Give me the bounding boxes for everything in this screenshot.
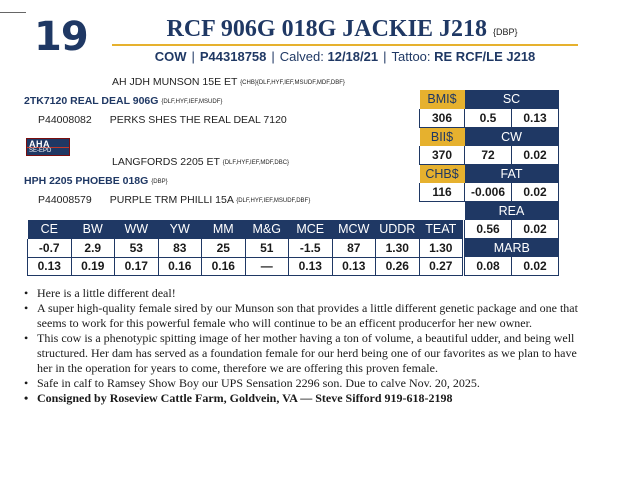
epd-value-mg: 51 <box>245 239 289 258</box>
epd-header-mm: MM <box>202 220 246 239</box>
pedigree-sire-dam <box>38 114 287 126</box>
epd-accuracy-yw: 0.16 <box>158 257 202 276</box>
epd-accuracy-mce: 0.13 <box>289 257 333 276</box>
pedigree-dam-sire <box>112 156 289 168</box>
epd-value-mm: 25 <box>202 239 246 258</box>
dam-name: HPH 2205 PHOEBE 018G <box>24 175 149 187</box>
fat-label: FAT <box>465 164 559 183</box>
epd-value-bw: 2.9 <box>71 239 115 258</box>
bii-value: 370 <box>420 146 465 165</box>
calved-date: 12/18/21 <box>327 49 379 64</box>
sire-codes: {DLF,HYF,IEF,MSUDF} <box>161 99 223 105</box>
subtitle: COW | P44318758 | Calved: 12/18/21 | Tattoo: RE RCF/LE J218 <box>154 49 536 64</box>
rea-accuracy: 0.02 <box>512 220 559 239</box>
note-item: • A super high-quality female sired by our Munson son that provides a little different genetic package and one that seems to work for this powerful female who will continue to be an efficent producerfor her new owner. <box>22 301 582 331</box>
sex: COW <box>154 49 187 64</box>
epd-accuracy-mg: — <box>245 257 289 276</box>
bmi-value: 306 <box>420 109 465 128</box>
epd-value-teat: 1.30 <box>419 239 463 258</box>
cw-accuracy: 0.02 <box>512 146 559 165</box>
dam-sire-name: LANGFORDS 2205 ET <box>112 156 220 168</box>
epd-header-ww: WW <box>115 220 159 239</box>
fat-value: -0.006 <box>465 183 512 202</box>
lot-number: 19 <box>34 14 88 60</box>
animal-name: RCF 906G 018G JACKIE J218 <box>166 16 487 42</box>
epd-value-ce: -0.7 <box>28 239 72 258</box>
rea-label: REA <box>465 201 559 220</box>
epd-value-yw: 83 <box>158 239 202 258</box>
epd-header-teat: TEAT <box>419 220 463 239</box>
epd-table <box>27 220 463 276</box>
pedigree-sire-sire <box>112 76 345 88</box>
sire-sire-name: AH JDH MUNSON 15E ET <box>112 76 238 88</box>
epd-value-ww: 53 <box>115 239 159 258</box>
bii-label: BII$ <box>420 127 465 146</box>
bmi-label: BMI$ <box>420 90 465 109</box>
epd-header-uddr: UDDR <box>376 220 420 239</box>
note-item: • Here is a little different deal! <box>22 286 582 301</box>
epd-accuracy-teat: 0.27 <box>419 257 463 276</box>
sc-accuracy: 0.13 <box>512 109 559 128</box>
epd-header-mcw: MCW <box>332 220 376 239</box>
aha-se-epd-logo: AHA SE-EPD <box>26 138 70 156</box>
tattoo: RE RCF/LE J218 <box>434 49 536 64</box>
epd-accuracy-ww: 0.17 <box>115 257 159 276</box>
chb-label: CHB$ <box>420 164 465 183</box>
sire-sire-codes: {CHB}{DLF,HYF,IEF,MSUDF,MDF,DBF} <box>240 80 345 86</box>
epd-accuracy-ce: 0.13 <box>28 257 72 276</box>
epd-header-mg: M&G <box>245 220 289 239</box>
dam-codes: {DBP} <box>151 179 168 185</box>
registration-number: P44318758 <box>199 49 267 64</box>
fat-accuracy: 0.02 <box>512 183 559 202</box>
sc-label: SC <box>465 90 559 109</box>
epd-value-mce: -1.5 <box>289 239 333 258</box>
epd-header-yw: YW <box>158 220 202 239</box>
cw-label: CW <box>465 127 559 146</box>
dam-sire-codes: {DLF,HYF,IEF,MDF,DBC} <box>222 160 290 166</box>
pedigree-dam-dam <box>38 194 310 206</box>
epd-accuracy-bw: 0.19 <box>71 257 115 276</box>
note-item: • Safe in calf to Ramsey Show Boy our UPS Sensation 2296 son. Due to calve Nov. 20, 2025. <box>22 376 582 391</box>
tattoo-label: Tattoo: <box>391 49 431 64</box>
sc-value: 0.5 <box>465 109 512 128</box>
marb-value: 0.08 <box>465 257 512 276</box>
epd-header-bw: BW <box>71 220 115 239</box>
top-rule <box>0 12 26 13</box>
pedigree-dam <box>24 175 168 187</box>
epd-header-mce: MCE <box>289 220 333 239</box>
title-rule <box>112 44 578 46</box>
dam-dam-name: PURPLE TRM PHILLI 15A <box>109 194 234 206</box>
consignor-note: • Consigned by Roseview Cattle Farm, Goldvein, VA — Steve Sifford 919-618-2198 <box>22 391 582 406</box>
epd-value-uddr: 1.30 <box>376 239 420 258</box>
epd-value-mcw: 87 <box>332 239 376 258</box>
calved-label: Calved: <box>279 49 324 64</box>
pedigree-sire <box>24 95 222 107</box>
animal-title <box>112 16 572 43</box>
note-item: • This cow is a phenotypic spitting image of her mother having a ton of volume, a beautiful udder, and being well structured. Her dam has served as a foundation female for our herd being one of our favorites as we plan to have her in the operation for years to come, therefore we are offering this proven female. <box>22 331 582 376</box>
epd-accuracy-uddr: 0.26 <box>376 257 420 276</box>
rea-value: 0.56 <box>465 220 512 239</box>
cw-value: 72 <box>465 146 512 165</box>
lot-notes <box>22 286 582 406</box>
dam-reg: P44008579 <box>38 194 92 206</box>
sire-dam-name: PERKS SHES THE REAL DEAL 7120 <box>109 114 287 126</box>
sire-reg: P44008082 <box>38 114 92 126</box>
marb-label: MARB <box>465 238 559 257</box>
dam-dam-codes: {DLF,HYF,IEF,MSUDF,DBF} <box>236 198 311 204</box>
epd-accuracy-mcw: 0.13 <box>332 257 376 276</box>
title-suffix: {DBP} <box>492 27 518 37</box>
epd-accuracy-mm: 0.16 <box>202 257 246 276</box>
marb-accuracy: 0.02 <box>512 257 559 276</box>
chb-value: 116 <box>420 183 465 202</box>
epd-header-ce: CE <box>28 220 72 239</box>
sire-name: 2TK7120 REAL DEAL 906G <box>24 95 159 107</box>
